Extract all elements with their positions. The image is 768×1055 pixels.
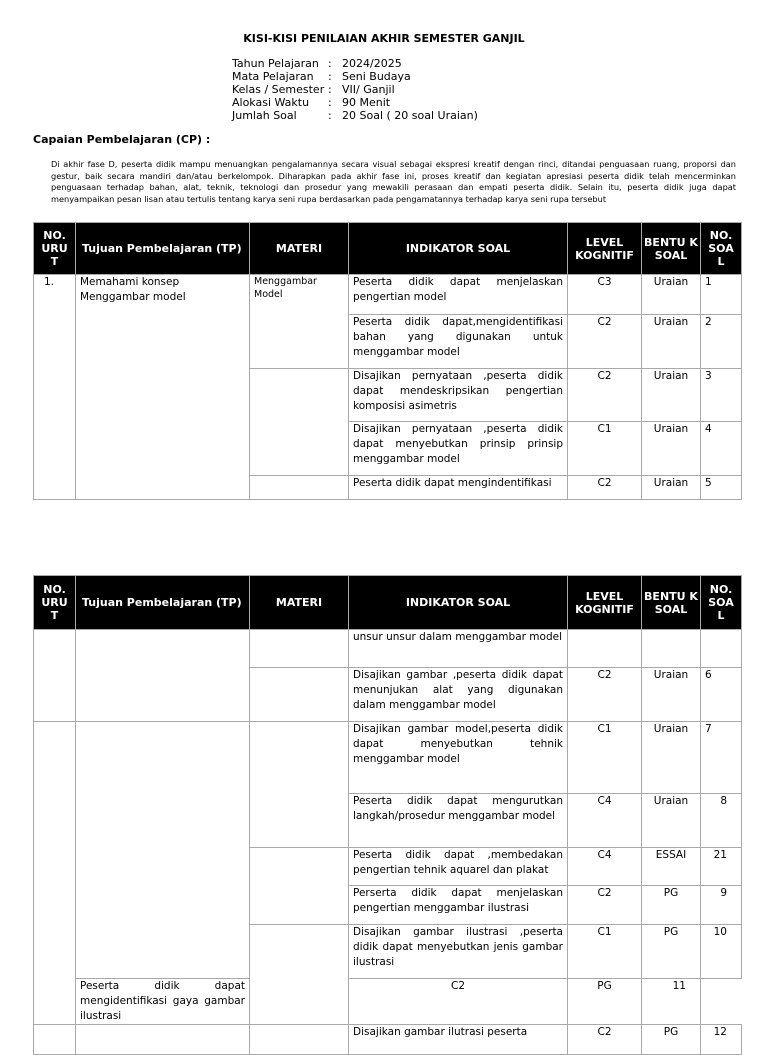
cell-level: C2	[568, 1025, 642, 1055]
header-tujuan-pembelajaran: Tujuan Pembelajaran (TP)	[76, 223, 250, 275]
cell-indikator: Peserta didik dapat mengurutkan langkah/prosedur menggambar model	[349, 794, 568, 848]
table-row	[34, 275, 742, 315]
cell-level: C2	[568, 476, 642, 500]
cell-level: C1	[568, 422, 642, 476]
cell-tujuan	[76, 1025, 250, 1055]
info-row-mapel: Mata Pelajaran : Seni Budaya	[232, 70, 411, 83]
header-level: LEVEL KOGNITIF	[568, 576, 642, 630]
cell-bentuk: ESSAI	[642, 848, 701, 886]
cell-no-soal: 9	[701, 886, 742, 925]
cell-level: C2	[568, 668, 642, 722]
table-header-row	[34, 576, 742, 630]
cell-level: C3	[568, 275, 642, 315]
cell-materi-empty	[250, 925, 349, 1025]
info-value: 2024/2025	[342, 57, 402, 70]
cell-no-soal	[701, 630, 742, 668]
cell-bentuk: Uraian	[642, 722, 701, 794]
table-row	[34, 979, 742, 1025]
cell-materi-empty	[250, 848, 349, 925]
table-row	[34, 722, 742, 794]
header-bentuk: BENTU K SOAL	[642, 576, 701, 630]
cell-materi-empty	[250, 722, 349, 848]
header-no-urut: NO. URU T	[34, 576, 76, 630]
cell-bentuk: Uraian	[642, 476, 701, 500]
cell-materi-empty	[250, 668, 349, 722]
cell-level: C4	[568, 794, 642, 848]
header-level: LEVEL KOGNITIF	[568, 223, 642, 275]
kisi-table-1	[33, 222, 742, 500]
cell-level: C1	[568, 722, 642, 794]
cell-no-soal: 10	[701, 925, 742, 979]
table-row	[34, 630, 742, 668]
header-materi: MATERI	[250, 576, 349, 630]
info-value: 20 Soal ( 20 soal Uraian)	[342, 109, 478, 122]
cell-materi: Menggambar Model	[250, 275, 349, 369]
cell-no-urut	[34, 1025, 76, 1055]
header-indikator: INDIKATOR SOAL	[349, 576, 568, 630]
cell-indikator: Peserta didik dapat,mengidentifikasi bahan yang digunakan untuk menggambar model	[349, 315, 568, 369]
header-bentuk: BENTU K SOAL	[642, 223, 701, 275]
cell-indikator: Disajikan gambar ilutrasi peserta	[349, 1025, 568, 1055]
cp-heading: Capaian Pembelajaran (CP) :	[33, 133, 211, 146]
info-label: Mata Pelajaran	[232, 70, 314, 83]
cell-indikator: Peserta didik dapat mengindentifikasi	[349, 476, 568, 500]
cell-no-urut	[34, 722, 76, 1025]
table-row	[34, 1025, 742, 1055]
cell-indikator: Peserta didik dapat mengidentifikasi gaya gambar ilustrasi	[76, 979, 250, 1025]
cell-bentuk	[642, 630, 701, 668]
cell-bentuk: Uraian	[642, 422, 701, 476]
cell-no-soal: 11	[642, 979, 701, 1025]
cell-tujuan: Memahami konsep Menggambar model	[76, 275, 250, 500]
info-label: Tahun Pelajaran	[232, 57, 319, 70]
cell-no-soal: 6	[701, 668, 742, 722]
info-row-alokasi: Alokasi Waktu : 90 Menit	[232, 96, 391, 109]
cell-level: C2	[568, 315, 642, 369]
table-header-row	[34, 223, 742, 275]
cp-paragraph: Di akhir fase D, peserta didik mampu menuangkan pengalamannya secara visual sebagai ekspresi kreatif dengan rinci, ditandai penguasaan ruang, proporsi dan gestur, baik secara mandiri dan/atau berkelompok. Diharapkan pada akhir fase ini, proses kreatif dan kegiatan apresiasi peserta didik telah mencerminkan penguasaan terhadap bahan, alat, teknik, teknologi dan prosedur yang mewakili perasaan dan empati peserta didik. Selain itu, peserta didik juga dapat menyampaikan pesan lisan atau tertulis tentang karya seni rupa berdasarkan pada pengamatannya terhadap karya seni rupa tersebut	[51, 159, 736, 204]
cell-bentuk: Uraian	[642, 275, 701, 315]
info-value: 90 Menit	[342, 96, 391, 109]
document-title: KISI-KISI PENILAIAN AKHIR SEMESTER GANJIL	[243, 32, 525, 45]
info-row-jumlah: Jumlah Soal : 20 Soal ( 20 soal Uraian)	[232, 109, 478, 122]
cell-materi-empty	[250, 369, 349, 476]
info-value: VII/ Ganjil	[342, 83, 395, 96]
cell-no-soal: 5	[701, 476, 742, 500]
cell-no-soal: 2	[701, 315, 742, 369]
cell-indikator: Peserta didik dapat menjelaskan pengertian model	[349, 275, 568, 315]
cell-indikator: Disajikan pernyataan ,peserta didik dapat mendeskripsikan pengertian komposisi asimetris	[349, 369, 568, 422]
cell-materi-empty	[250, 630, 349, 668]
cell-no-soal: 7	[701, 722, 742, 794]
cell-bentuk: Uraian	[642, 668, 701, 722]
cell-bentuk: PG	[642, 925, 701, 979]
cell-no-soal: 4	[701, 422, 742, 476]
cell-indikator: Perserta didik dapat menjelaskan pengertian menggambar ilustrasi	[349, 886, 568, 925]
info-label: Jumlah Soal	[232, 109, 297, 122]
cell-indikator: Disajikan pernyataan ,peserta didik dapat menyebutkan prinsip prinsip menggambar model	[349, 422, 568, 476]
cell-no-soal: 21	[701, 848, 742, 886]
kisi-table-2	[33, 575, 742, 1055]
cell-indikator: unsur unsur dalam menggambar model	[349, 630, 568, 668]
cell-bentuk: PG	[642, 1025, 701, 1055]
cell-level: C4	[568, 848, 642, 886]
cell-materi-empty	[250, 1025, 349, 1055]
cell-no-urut	[34, 630, 76, 722]
cell-bentuk: PG	[642, 886, 701, 925]
cell-level: C2	[568, 886, 642, 925]
cell-bentuk: PG	[568, 979, 642, 1025]
cell-level	[568, 630, 642, 668]
cell-indikator: Disajikan gambar ,peserta didik dapat menunjukan alat yang digunakan dalam menggambar model	[349, 668, 568, 722]
cell-tujuan	[76, 630, 250, 722]
info-label: Kelas / Semester	[232, 83, 325, 96]
cell-level: C1	[568, 925, 642, 979]
exam-info	[232, 57, 478, 122]
header-indikator: INDIKATOR SOAL	[349, 223, 568, 275]
info-value: Seni Budaya	[342, 70, 411, 83]
cell-level: C2	[349, 979, 568, 1025]
header-tujuan-pembelajaran: Tujuan Pembelajaran (TP)	[76, 576, 250, 630]
cell-no-soal: 12	[701, 1025, 742, 1055]
cell-indikator: Disajikan gambar model,peserta didik dapat menyebutkan tehnik menggambar model	[349, 722, 568, 794]
header-no-soal: NO. SOA L	[701, 223, 742, 275]
cell-tujuan	[76, 722, 250, 979]
header-no-urut: NO. URU T	[34, 223, 76, 275]
cell-level: C2	[568, 369, 642, 422]
cell-indikator: Disajikan gambar ilustrasi ,peserta didik dapat menyebutkan jenis gambar ilustrasi	[349, 925, 568, 979]
cell-no-soal: 3	[701, 369, 742, 422]
cell-bentuk: Uraian	[642, 794, 701, 848]
cell-materi-empty	[250, 476, 349, 500]
header-no-soal: NO. SOA L	[701, 576, 742, 630]
info-label: Alokasi Waktu	[232, 96, 310, 109]
header-materi: MATERI	[250, 223, 349, 275]
info-row-kelas: Kelas / Semester : VII/ Ganjil	[232, 83, 395, 96]
cell-bentuk: Uraian	[642, 315, 701, 369]
cell-indikator: Peserta didik dapat ,membedakan pengertian tehnik aquarel dan plakat	[349, 848, 568, 886]
cell-no-soal: 8	[701, 794, 742, 848]
info-row-tahun: Tahun Pelajaran : 2024/2025	[232, 57, 402, 70]
cell-no-urut: 1.	[34, 275, 76, 500]
cell-bentuk: Uraian	[642, 369, 701, 422]
cell-no-soal: 1	[701, 275, 742, 315]
